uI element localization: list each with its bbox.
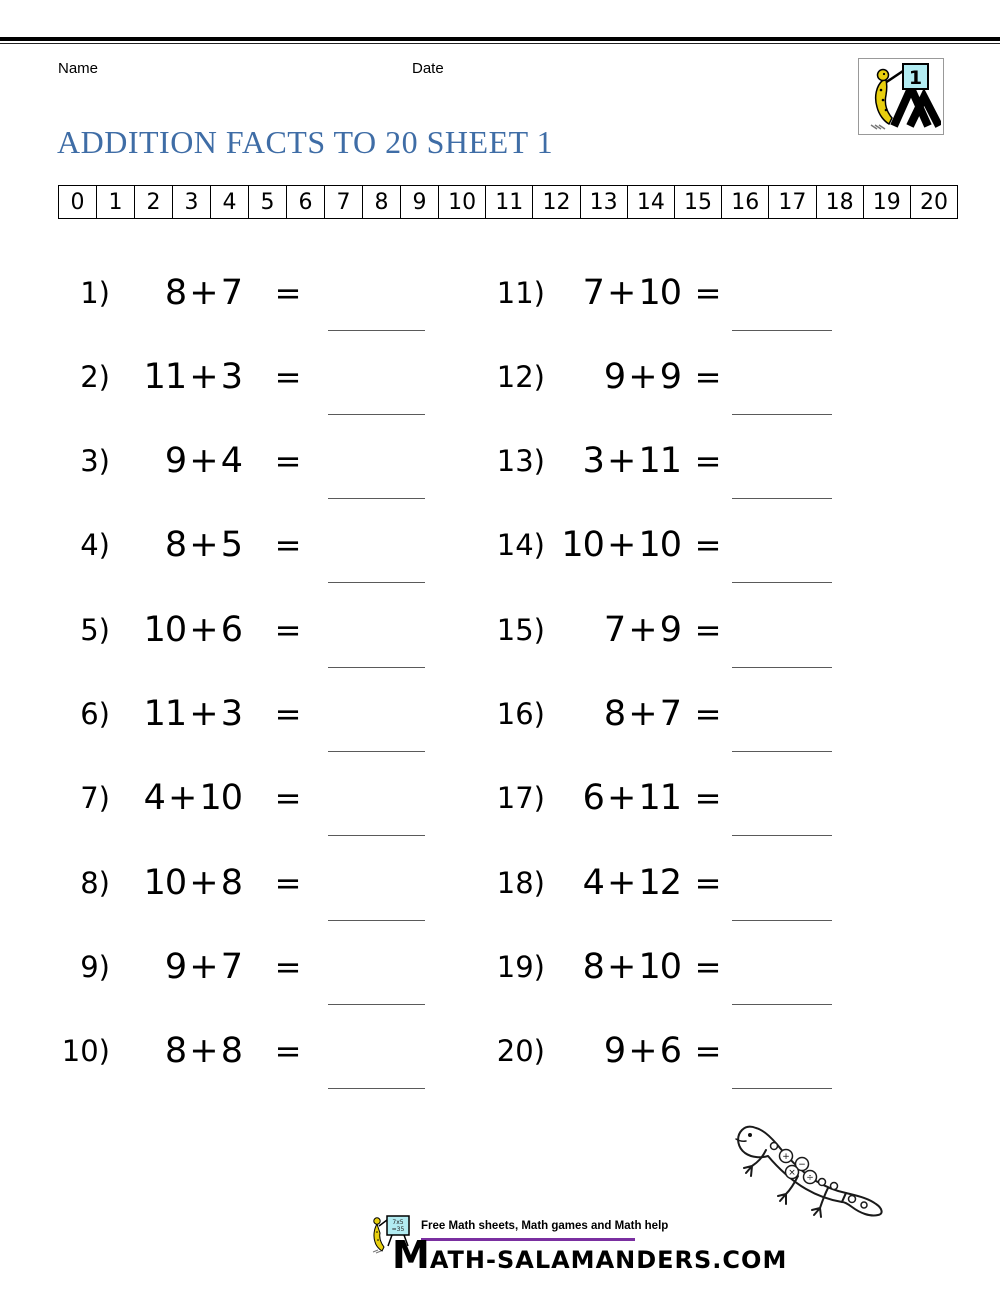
equals-sign: =	[274, 864, 302, 902]
problem-expression: 11 + 3	[143, 357, 242, 397]
answer-blank[interactable]	[732, 330, 832, 331]
lizard-minus-symbol: −	[798, 1160, 806, 1170]
problem-expression: 8 + 8	[164, 1031, 242, 1071]
number-line-cell: 5	[248, 185, 287, 219]
equals-sign: =	[274, 274, 302, 312]
problem-number: 16)	[496, 697, 545, 731]
date-field-label: Date	[412, 60, 444, 77]
number-line-cell: 19	[863, 185, 911, 219]
number-line-cell: 20	[910, 185, 958, 219]
sheet-number-logo	[858, 58, 944, 135]
number-line	[58, 185, 958, 219]
equals-sign: =	[274, 779, 302, 817]
salamander-badge-icon	[859, 59, 941, 132]
number-line-cell: 6	[286, 185, 325, 219]
problem-number: 11)	[496, 276, 545, 310]
answer-blank[interactable]	[328, 582, 425, 583]
footer-tagline: Free Math sheets, Math games and Math help	[421, 1220, 669, 1232]
answer-blank[interactable]	[732, 414, 832, 415]
wordmark-m-letter: M	[392, 1233, 430, 1277]
number-line-cell: 8	[362, 185, 401, 219]
problem-expression: 8 + 10	[582, 947, 681, 987]
problem-expression: 8 + 7	[603, 694, 681, 734]
lizard-divide-symbol: ÷	[806, 1173, 814, 1183]
problem-number: 17)	[496, 781, 545, 815]
equals-sign: =	[694, 779, 722, 817]
problem-expression: 10 + 6	[143, 610, 242, 650]
equals-sign: =	[274, 526, 302, 564]
answer-blank[interactable]	[732, 498, 832, 499]
equals-sign: =	[274, 611, 302, 649]
equals-sign: =	[694, 526, 722, 564]
equals-sign: =	[274, 695, 302, 733]
answer-blank[interactable]	[328, 667, 425, 668]
problem-number: 2)	[80, 360, 110, 394]
answer-blank[interactable]	[732, 582, 832, 583]
number-line-cell: 9	[400, 185, 439, 219]
number-line-cell: 18	[816, 185, 864, 219]
answer-blank[interactable]	[732, 920, 832, 921]
salamander-illustration	[728, 1120, 896, 1220]
problem-expression: 4 + 12	[582, 863, 681, 903]
problem-number: 9)	[80, 950, 110, 984]
answer-blank[interactable]	[732, 1004, 832, 1005]
problem-expression: 9 + 9	[603, 357, 681, 397]
problem-number: 20)	[496, 1034, 545, 1068]
answer-blank[interactable]	[328, 414, 425, 415]
problem-row	[460, 1023, 833, 1133]
lizard-times-symbol: ×	[788, 1168, 796, 1178]
problem-number: 19)	[496, 950, 545, 984]
problem-expression: 7 + 10	[582, 273, 681, 313]
number-line-cell: 15	[674, 185, 722, 219]
header-rule-thin	[0, 43, 1000, 44]
problem-expression: 9 + 6	[603, 1031, 681, 1071]
problem-number: 15)	[496, 613, 545, 647]
number-line-cell: 17	[768, 185, 816, 219]
answer-blank[interactable]	[328, 1004, 425, 1005]
problem-row	[58, 1023, 426, 1133]
problem-expression: 8 + 7	[164, 273, 242, 313]
problem-number: 10)	[61, 1034, 110, 1068]
problem-number: 5)	[80, 613, 110, 647]
answer-blank[interactable]	[732, 1088, 832, 1089]
answer-blank[interactable]	[732, 667, 832, 668]
answer-blank[interactable]	[328, 1088, 425, 1089]
answer-blank[interactable]	[328, 330, 425, 331]
equals-sign: =	[694, 611, 722, 649]
equals-sign: =	[274, 948, 302, 986]
problem-expression: 11 + 3	[143, 694, 242, 734]
number-line-cell: 4	[210, 185, 249, 219]
problem-number: 8)	[80, 866, 110, 900]
equals-sign: =	[274, 358, 302, 396]
number-line-cell: 13	[580, 185, 628, 219]
problem-expression: 9 + 7	[164, 947, 242, 987]
problem-expression: 4 + 10	[143, 778, 242, 818]
problem-number: 13)	[496, 444, 545, 478]
header-rule-thick	[0, 37, 1000, 41]
problem-number: 1)	[80, 276, 110, 310]
answer-blank[interactable]	[732, 835, 832, 836]
answer-blank[interactable]	[328, 498, 425, 499]
number-line-cell: 2	[134, 185, 173, 219]
problem-expression: 3 + 11	[582, 441, 681, 481]
board-equation-line2: =35	[391, 1226, 405, 1233]
problem-expression: 6 + 11	[582, 778, 681, 818]
number-line-cell: 12	[532, 185, 580, 219]
worksheet-title: ADDITION FACTS TO 20 SHEET 1	[57, 124, 554, 160]
problem-number: 6)	[80, 697, 110, 731]
answer-blank[interactable]	[328, 751, 425, 752]
equals-sign: =	[274, 1032, 302, 1070]
number-line-cell: 0	[58, 185, 97, 219]
number-line-cell: 1	[96, 185, 135, 219]
badge-number: 1	[908, 67, 923, 89]
number-line-cell: 7	[324, 185, 363, 219]
number-line-cell: 14	[627, 185, 675, 219]
lizard-plus-symbol: +	[782, 1152, 790, 1162]
problem-number: 7)	[80, 781, 110, 815]
problem-expression: 8 + 5	[164, 525, 242, 565]
equals-sign: =	[694, 358, 722, 396]
wordmark-site-text: ATH-SALAMANDERS.COM	[429, 1246, 788, 1274]
problem-number: 4)	[80, 528, 110, 562]
problem-expression: 9 + 4	[164, 441, 242, 481]
problem-expression: 10 + 10	[561, 525, 681, 565]
equals-sign: =	[694, 1032, 722, 1070]
answer-blank[interactable]	[328, 920, 425, 921]
problem-number: 18)	[496, 866, 545, 900]
number-line-cell: 3	[172, 185, 211, 219]
answer-blank[interactable]	[328, 835, 425, 836]
footer-wordmark[interactable]	[392, 1233, 787, 1277]
equals-sign: =	[694, 948, 722, 986]
name-field-label: Name	[58, 60, 99, 77]
problem-number: 14)	[496, 528, 545, 562]
number-line-cell: 16	[721, 185, 769, 219]
equals-sign: =	[694, 864, 722, 902]
number-line-cell: 10	[438, 185, 486, 219]
problem-expression: 10 + 8	[143, 863, 242, 903]
problem-number: 3)	[80, 444, 110, 478]
problem-number: 12)	[496, 360, 545, 394]
equals-sign: =	[694, 274, 722, 312]
board-equation-line1: 7x5	[392, 1219, 404, 1226]
equals-sign: =	[274, 442, 302, 480]
answer-blank[interactable]	[732, 751, 832, 752]
equals-sign: =	[694, 442, 722, 480]
equals-sign: =	[694, 695, 722, 733]
number-line-cell: 11	[485, 185, 533, 219]
problem-expression: 7 + 9	[603, 610, 681, 650]
